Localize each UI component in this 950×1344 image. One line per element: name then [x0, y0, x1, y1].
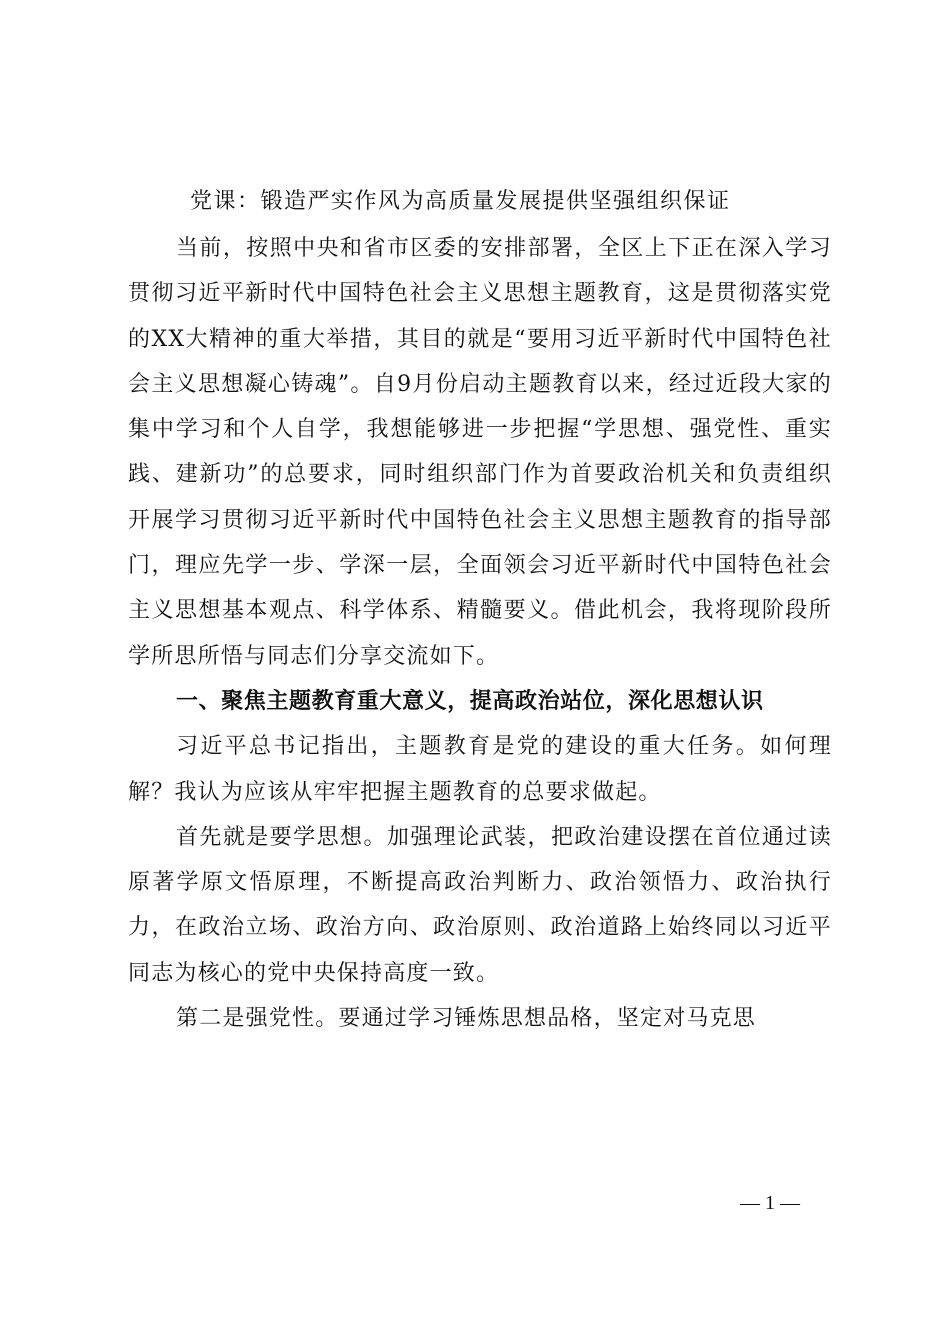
- document-title: 党课：锻造严实作风为高质量发展提供坚强组织保证: [190, 189, 731, 214]
- document-body: [128, 226, 832, 1041]
- paragraph-section-1-intro: 习近平总书记指出，主题教育是党的建设的重大任务。如何理解？我认为应该从牢牢把握主题教育的总要求做起。: [128, 734, 832, 805]
- paragraph-strengthen-party-spirit: 第二是强党性。要通过学习锤炼思想品格，坚定对马克思: [176, 1006, 757, 1032]
- section-heading-1: 一、聚焦主题教育重大意义，提高政治站位，深化思想认识: [176, 688, 764, 714]
- page-number: — 1 —: [740, 1192, 800, 1214]
- paragraph-intro: 当前，按照中央和省市区委的安排部署，全区上下正在深入学习贯彻习近平新时代中国特色社会主义思想主题教育，这是贯彻落实党的XX大精神的重大举措，其目的就是“要用习近平新时代中国特色社会主义思想凝心铸魂”。自9月份启动主题教育以来，经过近段大家的集中学习和个人自学，我想能够进一步把握“学思想、强党性、重实践、建新功”的总要求，同时组织部门作为首要政治机关和负责组织开展学习贯彻习近平新时代中国特色社会主义思想主题教育的指导部门，理应先学一步、学深一层，全面领会习近平新时代中国特色社会主义思想基本观点、科学体系、精髓要义。借此机会，我将现阶段所学所思所悟与同志们分享交流如下。: [128, 236, 832, 669]
- paragraph-study-thought: 首先就是要学思想。加强理论武装，把政治建设摆在首位通过读原著学原文悟原理，不断提高政治判断力、政治领悟力、政治执行力，在政治立场、政治方向、政治原则、政治道路上始终同以习近平同志为核心的党中央保持高度一致。: [128, 824, 832, 986]
